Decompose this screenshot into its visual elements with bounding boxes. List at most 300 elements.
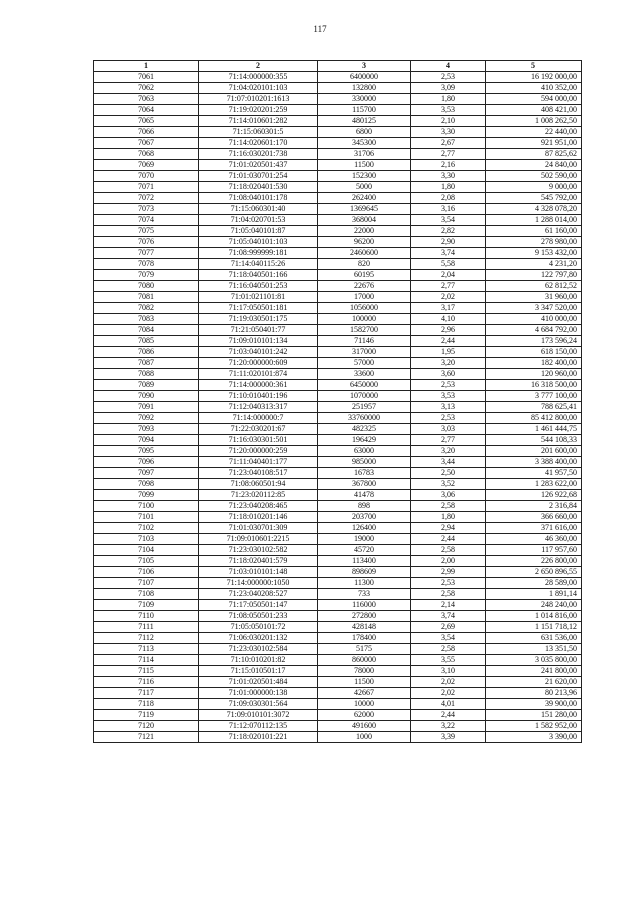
value-cell: 4 328 078,20 <box>486 204 582 215</box>
cadastral-number-cell: 71:15:060301:5 <box>199 127 318 138</box>
area-cell: 5175 <box>318 644 411 655</box>
row-number-cell: 7073 <box>94 204 199 215</box>
rate-cell: 2,96 <box>411 325 486 336</box>
value-cell: 545 792,00 <box>486 193 582 204</box>
cadastral-number-cell: 71:03:040101:242 <box>199 347 318 358</box>
area-cell: 203700 <box>318 512 411 523</box>
row-number-cell: 7066 <box>94 127 199 138</box>
table-row <box>94 479 582 490</box>
table-row <box>94 325 582 336</box>
row-number-cell: 7119 <box>94 710 199 721</box>
table-row <box>94 556 582 567</box>
area-cell: 11500 <box>318 677 411 688</box>
table-row <box>94 72 582 83</box>
value-cell: 182 400,00 <box>486 358 582 369</box>
table-row <box>94 578 582 589</box>
value-cell: 241 800,00 <box>486 666 582 677</box>
column-header-2: 2 <box>199 61 318 72</box>
rate-cell: 2,94 <box>411 523 486 534</box>
table-row <box>94 732 582 743</box>
table-row <box>94 358 582 369</box>
table-row <box>94 688 582 699</box>
row-number-cell: 7099 <box>94 490 199 501</box>
rate-cell: 2,58 <box>411 589 486 600</box>
row-number-cell: 7097 <box>94 468 199 479</box>
rate-cell: 2,02 <box>411 292 486 303</box>
cadastral-number-cell: 71:08:060501:94 <box>199 479 318 490</box>
value-cell: 4 231,20 <box>486 259 582 270</box>
rate-cell: 2,58 <box>411 501 486 512</box>
rate-cell: 3,52 <box>411 479 486 490</box>
area-cell: 42667 <box>318 688 411 699</box>
area-cell: 428148 <box>318 622 411 633</box>
value-cell: 117 957,60 <box>486 545 582 556</box>
value-cell: 366 660,00 <box>486 512 582 523</box>
table-row <box>94 127 582 138</box>
row-number-cell: 7068 <box>94 149 199 160</box>
rate-cell: 2,77 <box>411 435 486 446</box>
table-row <box>94 171 582 182</box>
area-cell: 820 <box>318 259 411 270</box>
cadastral-number-cell: 71:20:000000:259 <box>199 446 318 457</box>
table-row <box>94 655 582 666</box>
rate-cell: 2,90 <box>411 237 486 248</box>
table-row <box>94 303 582 314</box>
table-row <box>94 347 582 358</box>
row-number-cell: 7071 <box>94 182 199 193</box>
value-cell: 120 960,00 <box>486 369 582 380</box>
table-row <box>94 534 582 545</box>
cadastral-number-cell: 71:18:020401:579 <box>199 556 318 567</box>
rate-cell: 3,60 <box>411 369 486 380</box>
rate-cell: 2,77 <box>411 149 486 160</box>
cadastral-number-cell: 71:15:010501:17 <box>199 666 318 677</box>
row-number-cell: 7105 <box>94 556 199 567</box>
rate-cell: 3,03 <box>411 424 486 435</box>
value-cell: 594 000,00 <box>486 94 582 105</box>
rate-cell: 4,01 <box>411 699 486 710</box>
row-number-cell: 7063 <box>94 94 199 105</box>
area-cell: 10000 <box>318 699 411 710</box>
value-cell: 1 283 622,00 <box>486 479 582 490</box>
area-cell: 57000 <box>318 358 411 369</box>
cadastral-number-cell: 71:20:000000:609 <box>199 358 318 369</box>
value-cell: 173 596,24 <box>486 336 582 347</box>
cadastral-number-cell: 71:14:000000:355 <box>199 72 318 83</box>
rate-cell: 3,22 <box>411 721 486 732</box>
rate-cell: 3,30 <box>411 171 486 182</box>
value-cell: 4 684 792,00 <box>486 325 582 336</box>
area-cell: 71146 <box>318 336 411 347</box>
table-row <box>94 259 582 270</box>
area-cell: 11500 <box>318 160 411 171</box>
area-cell: 116000 <box>318 600 411 611</box>
value-cell: 1 014 816,00 <box>486 611 582 622</box>
cadastral-number-cell: 71:08:050501:233 <box>199 611 318 622</box>
value-cell: 122 797,80 <box>486 270 582 281</box>
row-number-cell: 7084 <box>94 325 199 336</box>
row-number-cell: 7061 <box>94 72 199 83</box>
row-number-cell: 7067 <box>94 138 199 149</box>
area-cell: 132800 <box>318 83 411 94</box>
area-cell: 17000 <box>318 292 411 303</box>
cadastral-number-cell: 71:23:040108:517 <box>199 468 318 479</box>
area-cell: 491600 <box>318 721 411 732</box>
value-cell: 788 625,41 <box>486 402 582 413</box>
value-cell: 1 151 718,12 <box>486 622 582 633</box>
table-row <box>94 116 582 127</box>
table-row <box>94 105 582 116</box>
area-cell: 367800 <box>318 479 411 490</box>
rate-cell: 3,20 <box>411 446 486 457</box>
area-cell: 1369645 <box>318 204 411 215</box>
rate-cell: 3,10 <box>411 666 486 677</box>
row-number-cell: 7098 <box>94 479 199 490</box>
cadastral-number-cell: 71:19:020201:259 <box>199 105 318 116</box>
rate-cell: 2,77 <box>411 281 486 292</box>
value-cell: 62 812,52 <box>486 281 582 292</box>
area-cell: 6400000 <box>318 72 411 83</box>
row-number-cell: 7076 <box>94 237 199 248</box>
table-row <box>94 633 582 644</box>
row-number-cell: 7092 <box>94 413 199 424</box>
table-row <box>94 292 582 303</box>
area-cell: 860000 <box>318 655 411 666</box>
area-cell: 78000 <box>318 666 411 677</box>
area-cell: 985000 <box>318 457 411 468</box>
table-body <box>94 72 582 743</box>
row-number-cell: 7116 <box>94 677 199 688</box>
cadastral-number-cell: 71:11:040401:177 <box>199 457 318 468</box>
table-row <box>94 611 582 622</box>
rate-cell: 2,44 <box>411 534 486 545</box>
table-row <box>94 193 582 204</box>
row-number-cell: 7062 <box>94 83 199 94</box>
table-row <box>94 600 582 611</box>
table-row <box>94 314 582 325</box>
area-cell: 16783 <box>318 468 411 479</box>
row-number-cell: 7083 <box>94 314 199 325</box>
rate-cell: 3,39 <box>411 732 486 743</box>
cadastral-number-cell: 71:11:020101:874 <box>199 369 318 380</box>
table-row <box>94 160 582 171</box>
table-row <box>94 677 582 688</box>
row-number-cell: 7074 <box>94 215 199 226</box>
row-number-cell: 7102 <box>94 523 199 534</box>
cadastral-number-cell: 71:01:000000:138 <box>199 688 318 699</box>
value-cell: 39 900,00 <box>486 699 582 710</box>
rate-cell: 2,50 <box>411 468 486 479</box>
table-row <box>94 501 582 512</box>
rate-cell: 3,16 <box>411 204 486 215</box>
value-cell: 31 960,00 <box>486 292 582 303</box>
area-cell: 345300 <box>318 138 411 149</box>
row-number-cell: 7114 <box>94 655 199 666</box>
value-cell: 408 421,00 <box>486 105 582 116</box>
rate-cell: 3,06 <box>411 490 486 501</box>
row-number-cell: 7082 <box>94 303 199 314</box>
row-number-cell: 7112 <box>94 633 199 644</box>
table-row <box>94 666 582 677</box>
rate-cell: 5,58 <box>411 259 486 270</box>
table-row <box>94 237 582 248</box>
cadastral-number-cell: 71:10:010201:82 <box>199 655 318 666</box>
area-cell: 1070000 <box>318 391 411 402</box>
table-row <box>94 589 582 600</box>
table-row <box>94 94 582 105</box>
cadastral-number-cell: 71:18:040501:166 <box>199 270 318 281</box>
area-cell: 113400 <box>318 556 411 567</box>
value-cell: 1 582 952,00 <box>486 721 582 732</box>
area-cell: 1582700 <box>318 325 411 336</box>
cadastral-number-cell: 71:01:030701:254 <box>199 171 318 182</box>
cadastral-number-cell: 71:16:030301:501 <box>199 435 318 446</box>
value-cell: 9 000,00 <box>486 182 582 193</box>
rate-cell: 3,53 <box>411 105 486 116</box>
table-row <box>94 369 582 380</box>
area-cell: 45720 <box>318 545 411 556</box>
value-cell: 226 800,00 <box>486 556 582 567</box>
rate-cell: 1,80 <box>411 182 486 193</box>
cadastral-number-cell: 71:03:010101:148 <box>199 567 318 578</box>
area-cell: 251957 <box>318 402 411 413</box>
cadastral-number-cell: 71:14:040115:26 <box>199 259 318 270</box>
area-cell: 1000 <box>318 732 411 743</box>
cadastral-number-cell: 71:12:040313:317 <box>199 402 318 413</box>
area-cell: 96200 <box>318 237 411 248</box>
rate-cell: 3,13 <box>411 402 486 413</box>
rate-cell: 2,00 <box>411 556 486 567</box>
cadastral-number-cell: 71:04:020101:103 <box>199 83 318 94</box>
area-cell: 126400 <box>318 523 411 534</box>
area-cell: 2460600 <box>318 248 411 259</box>
rate-cell: 3,55 <box>411 655 486 666</box>
row-number-cell: 7065 <box>94 116 199 127</box>
row-number-cell: 7093 <box>94 424 199 435</box>
value-cell: 618 150,00 <box>486 347 582 358</box>
value-cell: 16 318 500,00 <box>486 380 582 391</box>
area-cell: 60195 <box>318 270 411 281</box>
value-cell: 3 388 400,00 <box>486 457 582 468</box>
area-cell: 19000 <box>318 534 411 545</box>
area-cell: 196429 <box>318 435 411 446</box>
table-row <box>94 699 582 710</box>
rate-cell: 2,44 <box>411 336 486 347</box>
cadastral-number-cell: 71:09:010101:134 <box>199 336 318 347</box>
value-cell: 1 008 262,50 <box>486 116 582 127</box>
area-cell: 6800 <box>318 127 411 138</box>
row-number-cell: 7113 <box>94 644 199 655</box>
table-row <box>94 391 582 402</box>
area-cell: 41478 <box>318 490 411 501</box>
rate-cell: 2,67 <box>411 138 486 149</box>
cadastral-number-cell: 71:09:010601:2215 <box>199 534 318 545</box>
rate-cell: 2,16 <box>411 160 486 171</box>
area-cell: 115700 <box>318 105 411 116</box>
table-row <box>94 248 582 259</box>
row-number-cell: 7115 <box>94 666 199 677</box>
table-row <box>94 523 582 534</box>
table-row <box>94 336 582 347</box>
table-row <box>94 567 582 578</box>
value-cell: 371 616,00 <box>486 523 582 534</box>
rate-cell: 1,95 <box>411 347 486 358</box>
rate-cell: 2,58 <box>411 545 486 556</box>
row-number-cell: 7095 <box>94 446 199 457</box>
area-cell: 33760000 <box>318 413 411 424</box>
table-row <box>94 215 582 226</box>
cadastral-number-cell: 71:01:030701:309 <box>199 523 318 534</box>
row-number-cell: 7070 <box>94 171 199 182</box>
table-row <box>94 380 582 391</box>
area-cell: 33600 <box>318 369 411 380</box>
column-header-5: 5 <box>486 61 582 72</box>
cadastral-number-cell: 71:14:000000:7 <box>199 413 318 424</box>
rate-cell: 3,44 <box>411 457 486 468</box>
table-row <box>94 710 582 721</box>
cadastral-number-cell: 71:04:020701:53 <box>199 215 318 226</box>
cadastral-number-cell: 71:14:010601:282 <box>199 116 318 127</box>
cadastral-number-cell: 71:19:030501:175 <box>199 314 318 325</box>
table-row <box>94 182 582 193</box>
cadastral-number-cell: 71:09:030301:564 <box>199 699 318 710</box>
table-row <box>94 138 582 149</box>
cadastral-number-cell: 71:18:010201:146 <box>199 512 318 523</box>
value-cell: 16 192 000,00 <box>486 72 582 83</box>
column-header-3: 3 <box>318 61 411 72</box>
value-cell: 921 951,00 <box>486 138 582 149</box>
value-cell: 2 650 896,55 <box>486 567 582 578</box>
cadastral-number-cell: 71:18:020101:221 <box>199 732 318 743</box>
table-row <box>94 149 582 160</box>
row-number-cell: 7078 <box>94 259 199 270</box>
value-cell: 1 461 444,75 <box>486 424 582 435</box>
table-row <box>94 226 582 237</box>
rate-cell: 3,53 <box>411 391 486 402</box>
cadastral-number-cell: 71:08:999999:181 <box>199 248 318 259</box>
area-cell: 62000 <box>318 710 411 721</box>
cadastral-number-cell: 71:18:020401:530 <box>199 182 318 193</box>
row-number-cell: 7107 <box>94 578 199 589</box>
rate-cell: 2,69 <box>411 622 486 633</box>
row-number-cell: 7111 <box>94 622 199 633</box>
row-number-cell: 7090 <box>94 391 199 402</box>
row-number-cell: 7069 <box>94 160 199 171</box>
row-number-cell: 7080 <box>94 281 199 292</box>
table-row <box>94 622 582 633</box>
cadastral-number-cell: 71:01:020501:437 <box>199 160 318 171</box>
table-row <box>94 644 582 655</box>
cadastral-number-cell: 71:23:040208:527 <box>199 589 318 600</box>
area-cell: 178400 <box>318 633 411 644</box>
row-number-cell: 7072 <box>94 193 199 204</box>
rate-cell: 3,09 <box>411 83 486 94</box>
row-number-cell: 7064 <box>94 105 199 116</box>
area-cell: 100000 <box>318 314 411 325</box>
cadastral-number-cell: 71:05:040101:103 <box>199 237 318 248</box>
cadastral-number-cell: 71:09:010101:3072 <box>199 710 318 721</box>
rate-cell: 3,20 <box>411 358 486 369</box>
area-cell: 63000 <box>318 446 411 457</box>
value-cell: 61 160,00 <box>486 226 582 237</box>
row-number-cell: 7081 <box>94 292 199 303</box>
cadastral-number-cell: 71:14:000000:1050 <box>199 578 318 589</box>
area-cell: 1056000 <box>318 303 411 314</box>
value-cell: 126 922,68 <box>486 490 582 501</box>
cadastral-number-cell: 71:23:040208:465 <box>199 501 318 512</box>
area-cell: 330000 <box>318 94 411 105</box>
area-cell: 898 <box>318 501 411 512</box>
cadastral-number-cell: 71:23:030102:582 <box>199 545 318 556</box>
value-cell: 22 440,00 <box>486 127 582 138</box>
row-number-cell: 7121 <box>94 732 199 743</box>
area-cell: 5000 <box>318 182 411 193</box>
cadastral-number-cell: 71:07:010201:1613 <box>199 94 318 105</box>
rate-cell: 2,44 <box>411 710 486 721</box>
rate-cell: 3,74 <box>411 248 486 259</box>
rate-cell: 2,02 <box>411 688 486 699</box>
cadastral-number-cell: 71:12:070112:135 <box>199 721 318 732</box>
row-number-cell: 7101 <box>94 512 199 523</box>
row-number-cell: 7120 <box>94 721 199 732</box>
cadastral-number-cell: 71:17:050501:147 <box>199 600 318 611</box>
row-number-cell: 7100 <box>94 501 199 512</box>
rate-cell: 3,74 <box>411 611 486 622</box>
rate-cell: 3,54 <box>411 215 486 226</box>
rate-cell: 3,17 <box>411 303 486 314</box>
value-cell: 248 240,00 <box>486 600 582 611</box>
rate-cell: 2,82 <box>411 226 486 237</box>
row-number-cell: 7075 <box>94 226 199 237</box>
area-cell: 480125 <box>318 116 411 127</box>
value-cell: 24 840,00 <box>486 160 582 171</box>
value-cell: 201 600,00 <box>486 446 582 457</box>
rate-cell: 2,53 <box>411 72 486 83</box>
value-cell: 3 347 520,00 <box>486 303 582 314</box>
cadastral-value-table <box>93 60 582 743</box>
rate-cell: 2,58 <box>411 644 486 655</box>
row-number-cell: 7104 <box>94 545 199 556</box>
area-cell: 368004 <box>318 215 411 226</box>
table-row <box>94 413 582 424</box>
row-number-cell: 7108 <box>94 589 199 600</box>
area-cell: 31706 <box>318 149 411 160</box>
row-number-cell: 7088 <box>94 369 199 380</box>
value-cell: 9 153 432,00 <box>486 248 582 259</box>
row-number-cell: 7109 <box>94 600 199 611</box>
value-cell: 3 035 800,00 <box>486 655 582 666</box>
area-cell: 11300 <box>318 578 411 589</box>
rate-cell: 2,53 <box>411 380 486 391</box>
table-row <box>94 512 582 523</box>
cadastral-number-cell: 71:23:030102:584 <box>199 644 318 655</box>
table-row <box>94 424 582 435</box>
table-row <box>94 204 582 215</box>
row-number-cell: 7117 <box>94 688 199 699</box>
cadastral-number-cell: 71:21:050401:77 <box>199 325 318 336</box>
column-header-1: 1 <box>94 61 199 72</box>
value-cell: 278 980,00 <box>486 237 582 248</box>
cadastral-number-cell: 71:08:040101:178 <box>199 193 318 204</box>
page-number: 117 <box>313 24 327 34</box>
table-row <box>94 402 582 413</box>
rate-cell: 3,30 <box>411 127 486 138</box>
table-header-row <box>94 61 582 72</box>
cadastral-number-cell: 71:15:060301:40 <box>199 204 318 215</box>
rate-cell: 3,54 <box>411 633 486 644</box>
value-cell: 2 316,84 <box>486 501 582 512</box>
value-cell: 631 536,00 <box>486 633 582 644</box>
